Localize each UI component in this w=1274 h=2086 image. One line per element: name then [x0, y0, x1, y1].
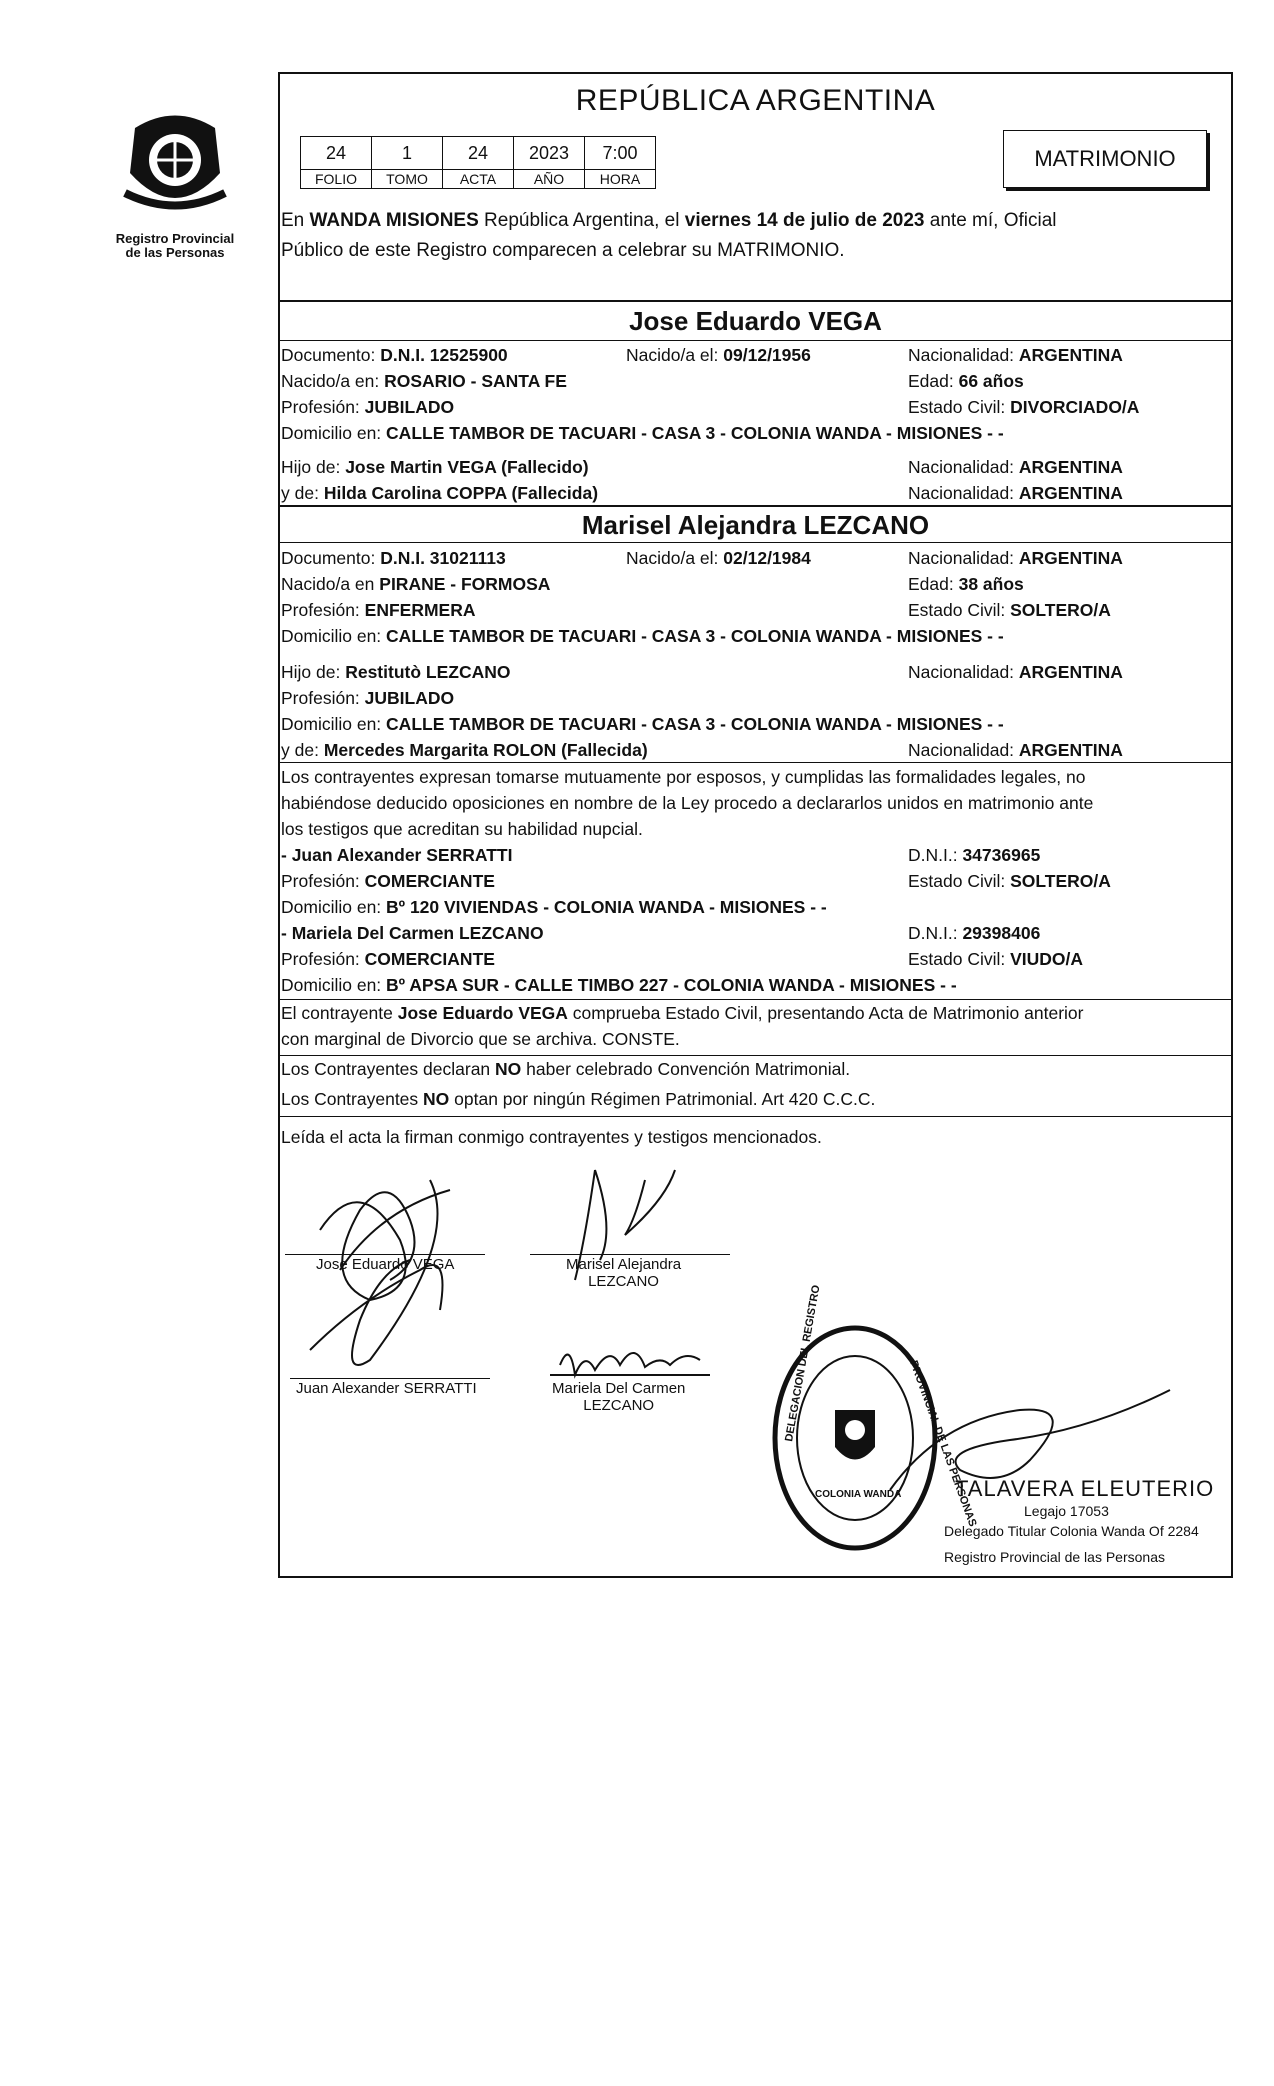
spouse2-row-dom: Domicilio en: CALLE TAMBOR DE TACUARI - CASA 3 - COLONIA WANDA - MISIONES - - [281, 626, 1004, 646]
signature-label-vega: Jose Eduardo VEGA [316, 1256, 455, 1273]
divider [278, 762, 1233, 763]
witness2-dom-row: Domicilio en: Bº APSA SUR - CALLE TIMBO 227 - COLONIA WANDA - MISIONES - - [281, 975, 957, 995]
spouse2-father: Hijo de: Restitutò LEZCANO Nacionalidad: ARGENTINA [281, 662, 1123, 682]
spouse1-row-doc: Documento: D.N.I. 12525900 Nacido/a el: 09/12/1956 Nacionalidad: ARGENTINA [281, 345, 1123, 365]
anio-label: AÑO [514, 170, 585, 189]
spouse1-mother: y de: Hilda Carolina COPPA (Fallecida) Nacionalidad: ARGENTINA [281, 483, 1123, 503]
divider [278, 505, 1233, 507]
document-type-box: MATRIMONIO [1003, 130, 1207, 188]
acta-label: ACTA [443, 170, 514, 189]
witness2-name-row: - Mariela Del Carmen LEZCANO D.N.I.: 29398406 [281, 923, 1041, 943]
convention-note: Los Contrayentes declaran NO haber celebrado Convención Matrimonial. Los Contrayentes NO optan por ningún Régimen Patrimonial. Art 420 C.C.C. [281, 1059, 876, 1109]
registry-logo [100, 98, 250, 260]
signature-line [285, 1254, 485, 1255]
marginal-note: El contrayente Jose Eduardo VEGA comprueba Estado Civil, presentando Acta de Matrimonio anterior con marginal de Divorcio que se archiva. CONSTE. [281, 1003, 1084, 1049]
signature-line [290, 1378, 490, 1379]
tomo-label: TOMO [372, 170, 443, 189]
spouse2-father-prof: Profesión: JUBILADO [281, 688, 455, 708]
divider [278, 300, 1233, 302]
seal-text-right: PROVINCIAL DE LAS PERSONAS [907, 1358, 979, 1529]
witness2-prof-row: Profesión: COMERCIANTE Estado Civil: VIUDO/A [281, 949, 1084, 969]
signature-label-marisel: Marisel Alejandra LEZCANO [566, 1256, 682, 1290]
acta-value: 24 [443, 137, 514, 170]
hora-label: HORA [585, 170, 656, 189]
spouse1-row-birth: Nacido/a en: ROSARIO - SANTA FE Edad: 66 años [281, 371, 1024, 391]
folio-label: FOLIO [301, 170, 372, 189]
officer-name: TALAVERA ELEUTERIO [955, 1476, 1215, 1501]
spouse2-name: Marisel Alejandra LEZCANO [581, 510, 930, 540]
signature-label-mariela: Mariela Del Carmen LEZCANO [552, 1380, 686, 1414]
spouse2-father-dom: Domicilio en: CALLE TAMBOR DE TACUARI - CASA 3 - COLONIA WANDA - MISIONES - - [281, 714, 1004, 734]
signature-line [530, 1254, 730, 1255]
seal-text-left: DELEGACION DEL REGISTRO [783, 1284, 823, 1443]
ceremony-place: WANDA MISIONES [309, 210, 479, 231]
spouse2-row-doc: Documento: D.N.I. 31021113 Nacido/a el: 02/12/1984 Nacionalidad: ARGENTINA [281, 548, 1123, 568]
logo-caption-1: Registro Provincial [115, 231, 235, 246]
tomo-value: 1 [372, 137, 443, 170]
ceremony-date: viernes 14 de julio de 2023 [684, 210, 925, 231]
officer-cargo: Delegado Titular Colonia Wanda Of 2284 [944, 1523, 1199, 1539]
officer-registro: Registro Provincial de las Personas [944, 1549, 1165, 1565]
signature-label-serratti: Juan Alexander SERRATTI [296, 1380, 477, 1397]
divider [278, 340, 1233, 341]
logo-caption-2: de las Personas [125, 245, 225, 260]
registry-table [300, 136, 656, 189]
provincial-emblem-icon [115, 98, 235, 223]
spouse2-row-prof: Profesión: ENFERMERA Estado Civil: SOLTERO/A [281, 600, 1111, 620]
divider [278, 542, 1233, 543]
closing-text: Leída el acta la firman conmigo contrayentes y testigos mencionados. [281, 1127, 822, 1147]
anio-value: 2023 [514, 137, 585, 170]
witness1-prof-row: Profesión: COMERCIANTE Estado Civil: SOLTERO/A [281, 871, 1111, 891]
declaration-text: Los contrayentes expresan tomarse mutuamente por esposos, y cumplidas las formalidades legales, no habiéndose deducido oposiciones en nombre de la Ley procedo a declararlos unidos en matrimonio ante los testigos que acreditan su habilidad nupcial. [281, 767, 1094, 839]
intro-paragraph: En WANDA MISIONES República Argentina, el viernes 14 de julio de 2023 ante mí, Oficial Público de este Registro comparecen a celebrar su MATRIMONIO. [281, 210, 1057, 261]
spouse1-row-prof: Profesión: JUBILADO Estado Civil: DIVORCIADO/A [281, 397, 1140, 417]
document-title: REPÚBLICA ARGENTINA [575, 84, 936, 117]
witness1-name-row: - Juan Alexander SERRATTI D.N.I.: 34736965 [281, 845, 1041, 865]
spouse1-row-dom: Domicilio en: CALLE TAMBOR DE TACUARI - CASA 3 - COLONIA WANDA - MISIONES - - [281, 423, 1004, 443]
officer-legajo: Legajo 17053 [1024, 1503, 1109, 1519]
spouse1-name: Jose Eduardo VEGA [629, 306, 882, 336]
witness1-dom-row: Domicilio en: Bº 120 VIVIENDAS - COLONIA WANDA - MISIONES - - [281, 897, 827, 917]
seal-text-inner: COLONIA WANDA [815, 1489, 902, 1500]
folio-value: 24 [301, 137, 372, 170]
divider [278, 1116, 1233, 1117]
spouse2-row-birth: Nacido/a en PIRANE - FORMOSA Edad: 38 años [281, 574, 1024, 594]
spouse1-father: Hijo de: Jose Martin VEGA (Fallecido) Nacionalidad: ARGENTINA [281, 457, 1123, 477]
spouse2-mother: y de: Mercedes Margarita ROLON (Fallecida) Nacionalidad: ARGENTINA [281, 740, 1123, 760]
hora-value: 7:00 [585, 137, 656, 170]
